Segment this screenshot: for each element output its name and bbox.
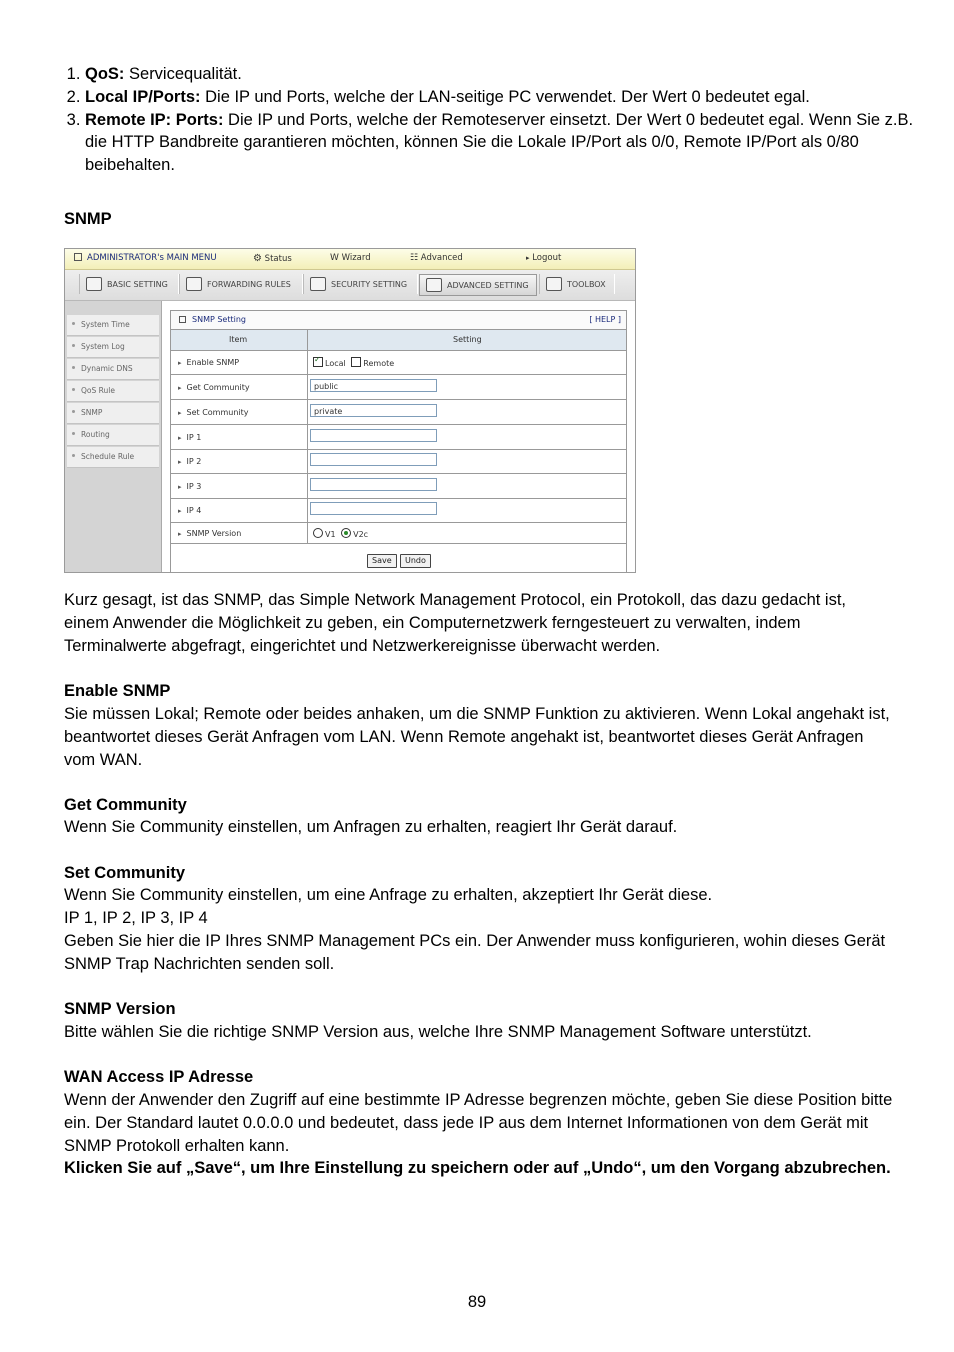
remote-checkbox[interactable]	[351, 357, 361, 367]
column-header-item: Item	[229, 335, 248, 344]
square-icon	[74, 253, 82, 261]
get-community-text: Wenn Sie Community einstellen, um Anfragen zu erhalten, reagiert Ihr Gerät darauf.	[64, 818, 678, 836]
list-item	[85, 109, 915, 177]
ip4-input[interactable]	[310, 502, 437, 515]
sidebar-item-qos-rule[interactable]	[67, 381, 159, 402]
tab-label: BASIC SETTING	[107, 279, 168, 289]
advanced-link[interactable]	[410, 253, 463, 263]
bullet-icon	[72, 454, 75, 457]
intro-list	[64, 63, 915, 177]
list-term: QoS:	[85, 65, 125, 83]
table-row	[171, 400, 626, 425]
tab-advanced-setting[interactable]	[419, 274, 537, 296]
local-label: Local	[325, 359, 346, 368]
square-icon	[179, 316, 186, 323]
top-menu-bar	[65, 249, 635, 270]
summary-paragraph: Kurz gesagt, ist das SNMP, das Simple Network Management Protocol, ein Protokoll, das dazu gedacht ist, einem Anwender die Möglichkeit zu geben, ein Computernetzwerk ferngesteuert zu verwalten, indem Terminalwerte abgefragt, eingerichtet und Netzwerkereignisse überwacht werden.	[64, 591, 847, 655]
sidebar-item-label: Routing	[81, 430, 110, 439]
sidebar-item-schedule-rule[interactable]	[67, 447, 159, 468]
sidebar-item-system-log[interactable]	[67, 337, 159, 358]
sidebar-item-dynamic-dns[interactable]	[67, 359, 159, 380]
get-community-heading: Get Community	[64, 796, 187, 814]
sidebar-item-label: Dynamic DNS	[81, 364, 133, 373]
status-icon: ⚙	[253, 253, 262, 264]
logout-label: Logout	[532, 253, 562, 263]
bullet-icon	[72, 322, 75, 325]
arrow-right-icon: ▸	[526, 254, 530, 262]
sidebar-item-routing[interactable]	[67, 425, 159, 446]
wan-access-text: Wenn der Anwender den Zugriff auf eine bestimmte IP Adresse begrenzen möchte, geben Sie diese Position bitte ein. Der Standard lautet 0.0.0.0 und bedeutet, dass jede IP aus dem Internet Informationen von dem Gerät mit SNMP Protokoll erhalten kann.	[64, 1091, 893, 1155]
tab-label: FORWARDING RULES	[207, 279, 291, 289]
table-row	[171, 474, 626, 499]
sidebar	[65, 301, 162, 573]
ip-list-line: IP 1, IP 2, IP 3, IP 4	[64, 909, 208, 927]
tab-bar	[65, 270, 635, 301]
wizard-icon: W	[330, 253, 339, 263]
sidebar-item-label: SNMP	[81, 408, 103, 417]
snmp-version-label: ▸ SNMP Version	[178, 529, 241, 538]
wizard-link[interactable]	[330, 253, 371, 263]
advanced-label: Advanced	[420, 253, 463, 263]
wizard-label: Wizard	[341, 253, 371, 263]
logout-link[interactable]	[526, 253, 561, 263]
router-screenshot	[64, 248, 636, 573]
advanced-setting-icon	[426, 278, 442, 292]
snmp-heading: SNMP	[64, 210, 112, 228]
page-number: 89	[467, 1293, 487, 1311]
save-undo-note: Klicken Sie auf „Save“, um Ihre Einstellung zu speichern oder auf „Undo“, um den Vorgang abzubrechen.	[64, 1159, 891, 1177]
column-header-setting: Setting	[453, 335, 482, 344]
table-header	[171, 330, 626, 351]
tab-basic-setting[interactable]	[79, 274, 179, 294]
forwarding-icon	[186, 277, 202, 291]
snmp-version-text: Bitte wählen Sie die richtige SNMP Version aus, welche Ihre SNMP Management Software unterstützt.	[64, 1023, 812, 1041]
basic-setting-icon	[86, 277, 102, 291]
list-term: Local IP/Ports:	[85, 87, 201, 106]
get-community-label: ▸ Get Community	[178, 383, 250, 392]
security-icon	[310, 277, 326, 291]
ip4-label: ▸ IP 4	[178, 506, 201, 515]
remote-label: Remote	[363, 359, 395, 368]
sidebar-item-label: Schedule Rule	[81, 452, 135, 461]
tab-toolbox[interactable]	[539, 274, 615, 294]
local-checkbox[interactable]	[313, 357, 323, 367]
table-row	[171, 499, 626, 523]
main-menu-link[interactable]	[74, 253, 217, 263]
toolbox-icon	[546, 277, 562, 291]
ip2-label: ▸ IP 2	[178, 457, 201, 466]
list-text: Die IP und Ports, welche der LAN-seitige PC verwendet. Der Wert 0 bedeutet egal.	[200, 87, 810, 106]
v2c-radio[interactable]	[341, 528, 351, 538]
enable-snmp-options	[313, 357, 394, 368]
set-community-heading: Set Community	[64, 864, 186, 882]
main-menu-label: ADMINISTRATOR's MAIN MENU	[87, 253, 217, 263]
advanced-icon: ☷	[410, 253, 419, 263]
snmp-version-heading: SNMP Version	[64, 1000, 176, 1018]
v1-label: V1	[325, 530, 336, 539]
snmp-setting-panel	[170, 310, 627, 573]
set-community-label: ▸ Set Community	[178, 408, 249, 417]
table-row	[171, 351, 626, 375]
set-community-text: Wenn Sie Community einstellen, um eine Anfrage zu erhalten, akzeptiert Ihr Gerät diese.	[64, 886, 713, 904]
panel-title: SNMP Setting	[192, 315, 246, 324]
tab-label: ADVANCED SETTING	[447, 280, 529, 290]
sidebar-item-label: QoS Rule	[81, 386, 115, 395]
enable-snmp-label: ▸ Enable SNMP	[178, 358, 239, 367]
undo-button[interactable]: Undo	[400, 554, 431, 568]
bullet-icon	[72, 410, 75, 413]
ip1-input[interactable]	[310, 429, 437, 442]
list-item	[85, 63, 915, 86]
list-text: Servicequalität.	[124, 65, 242, 83]
bullet-icon	[72, 388, 75, 391]
ip3-label: ▸ IP 3	[178, 482, 201, 491]
tab-label: SECURITY SETTING	[331, 279, 408, 289]
table-row	[171, 425, 626, 450]
table-row	[171, 523, 626, 544]
bullet-icon	[72, 366, 75, 369]
v2c-label: V2c	[353, 530, 369, 539]
sidebar-item-snmp[interactable]	[67, 403, 159, 424]
help-link[interactable]: [ HELP ]	[589, 315, 621, 324]
status-link[interactable]	[253, 253, 292, 264]
ip2-input[interactable]	[310, 453, 437, 466]
ip-description: Geben Sie hier die IP Ihres SNMP Management PCs ein. Der Anwender muss konfigurieren, wohin dieses Gerät SNMP Trap Nachrichten senden soll.	[64, 932, 886, 973]
get-community-input[interactable]: public	[310, 379, 437, 392]
v1-radio[interactable]	[313, 528, 323, 538]
list-text: Die IP und Ports, welche der Remoteserver einsetzt. Der Wert 0 bedeutet egal. Wenn Sie z.B. die HTTP Bandbreite garantieren möchten, können Sie die Lokale IP/Port als 0/0, Remote IP/Port als 0/80 beibehalten.	[85, 110, 914, 175]
bullet-icon	[72, 432, 75, 435]
bullet-icon	[72, 344, 75, 347]
set-community-input[interactable]: private	[310, 404, 437, 417]
tab-security-setting[interactable]	[303, 274, 418, 294]
panel-title-bar	[171, 311, 626, 330]
sidebar-item-label: System Log	[81, 342, 125, 351]
enable-snmp-heading: Enable SNMP	[64, 682, 171, 700]
list-term: Remote IP: Ports:	[85, 110, 224, 129]
enable-snmp-text: Sie müssen Lokal; Remote oder beides anhaken, um die SNMP Funktion zu aktivieren. Wenn Lokal angehakt ist, beantwortet dieses Gerät Anfragen vom LAN. Wenn Remote angehakt ist, beantwortet dieses Gerät Anfragen vom WAN.	[64, 705, 890, 769]
ip1-label: ▸ IP 1	[178, 433, 201, 442]
list-item	[85, 86, 915, 109]
table-row	[171, 450, 626, 474]
sidebar-item-system-time[interactable]	[67, 315, 159, 336]
wan-access-heading: WAN Access IP Adresse	[64, 1068, 254, 1086]
table-row	[171, 375, 626, 400]
tab-label: TOOLBOX	[567, 279, 606, 289]
status-label: Status	[264, 254, 292, 264]
save-button[interactable]: Save	[367, 554, 397, 568]
ip3-input[interactable]	[310, 478, 437, 491]
tab-forwarding-rules[interactable]	[179, 274, 303, 294]
sidebar-item-label: System Time	[81, 320, 130, 329]
snmp-version-options	[313, 528, 368, 539]
